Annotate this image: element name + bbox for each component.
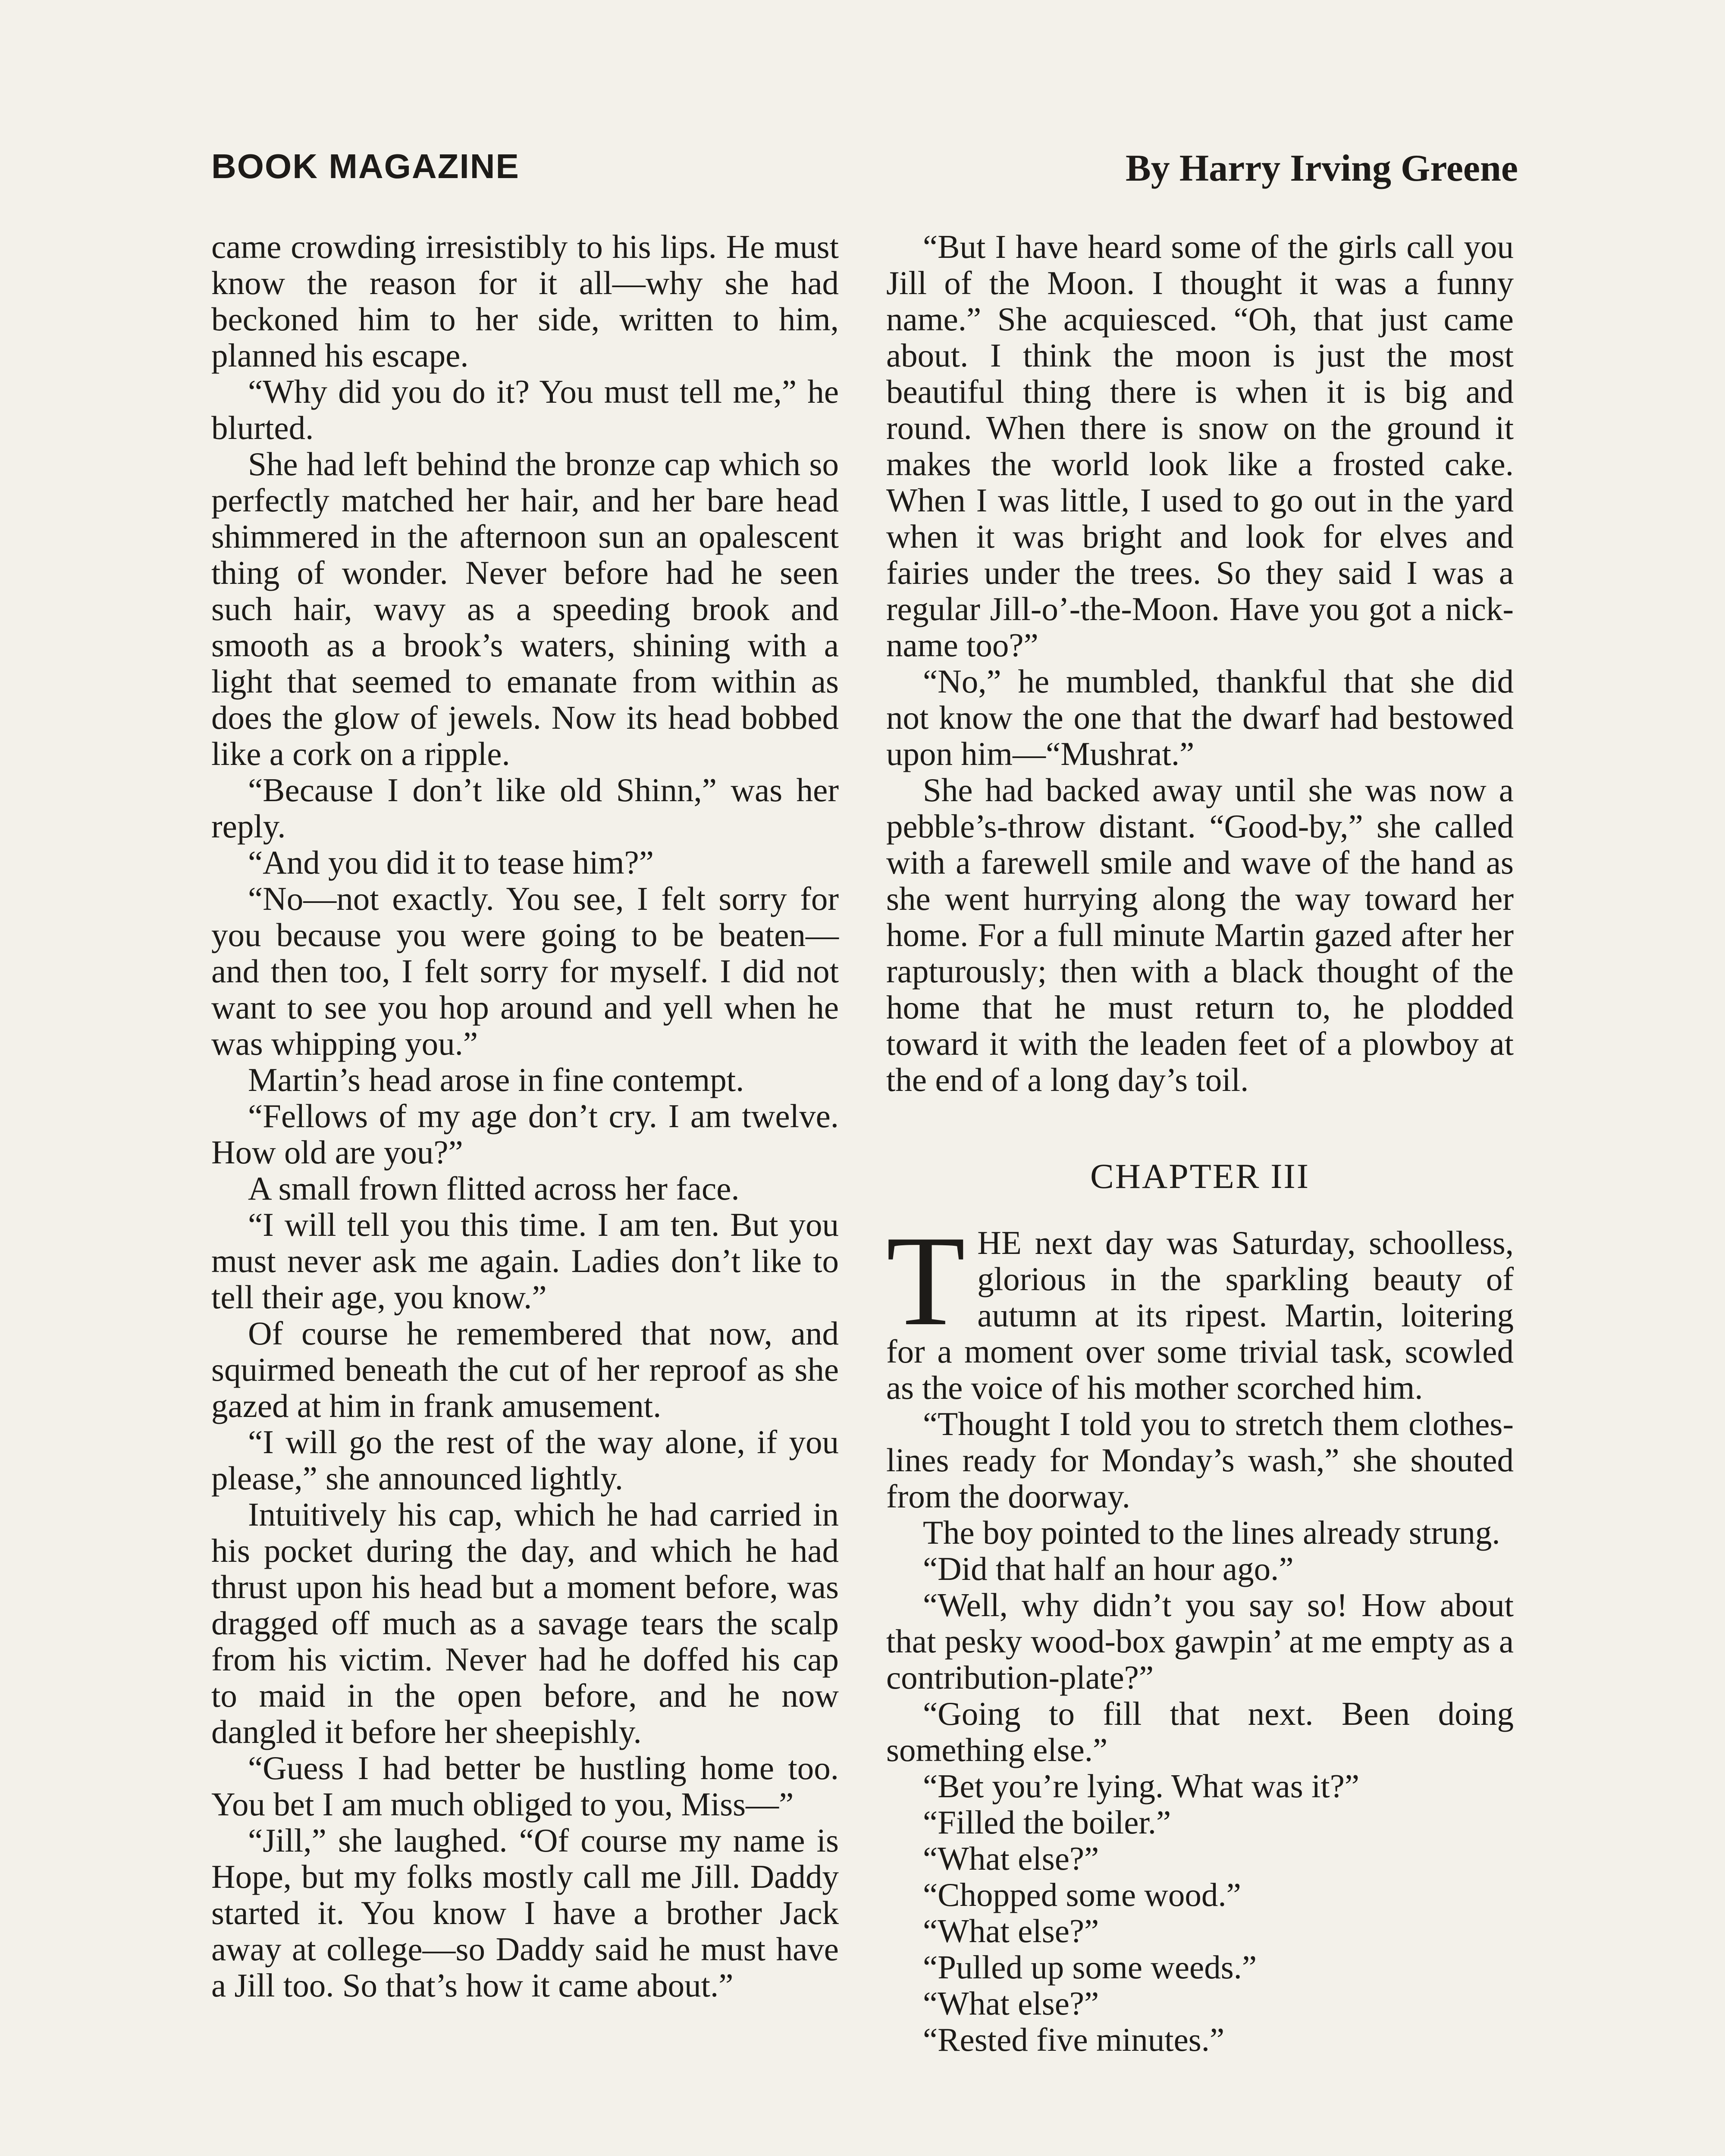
chapter-opening-text: HE next day was Saturday, schoolless, glorious in the sparkling beauty of autumn at its ripest. Martin, loitering for a moment over some trivial task, scowled as the voice of his mother scorched him. [886, 1224, 1514, 1406]
paragraph: “Jill,” she laughed. “Of course my name is Hope, but my folks mostly call me Jill. Daddy started it. You know I have a brother Jack away at college—so Daddy said he must have a Jill too. So that’s how it came about.” [211, 1822, 839, 2004]
paragraph: “Guess I had better be hustling home too. You bet I am much obliged to you, Miss—” [211, 1749, 839, 1823]
paragraph: “Rested five minutes.” [923, 2021, 1225, 2058]
paragraph: She had left behind the bronze cap which so perfectly matched her hair, and her bare head shimmered in the afternoon sun an opalescent thing of wonder. Never before had he seen such hair, wavy as a speeding brook and smooth as a brook’s waters, shining with a light that seemed to emanate from within as does the glow of jewels. Now its head bobbed like a cork on a ripple. [211, 445, 839, 772]
paragraph: “What else?” [923, 1985, 1099, 2022]
paragraph: “I will tell you this time. I am ten. But you must never ask me again. Ladies don’t like to tell their age, you know.” [211, 1206, 839, 1316]
left-column [211, 229, 839, 2003]
magazine-page [211, 142, 1518, 2156]
right-column [886, 229, 1514, 2058]
drop-cap: T [886, 1209, 966, 1352]
author-byline: By Harry Irving Greene [1126, 147, 1518, 189]
paragraph: “Filled the boiler.” [923, 1804, 1171, 1841]
paragraph: “No,” he mumbled, thankful that she did not know the one that the dwarf had bestowed upon him—“Mushrat.” [886, 663, 1514, 772]
paragraph: Martin’s head arose in fine contempt. [248, 1061, 744, 1098]
paragraph: “And you did it to tease him?” [248, 844, 654, 881]
paragraph: “Well, why didn’t you say so! How about that pesky wood-box gawpin’ at me empty as a contribution-plate?” [886, 1586, 1514, 1696]
paragraph: Of course he remembered that now, and squirmed beneath the cut of her reproof as she gazed at him in frank amusement. [211, 1315, 839, 1424]
magazine-title: BOOK MAGAZINE [211, 147, 520, 185]
chapter-heading: CHAPTER III [1090, 1156, 1310, 1196]
paragraph: “Going to fill that next. Been doing something else.” [886, 1695, 1514, 1768]
paragraph: “Fellows of my age don’t cry. I am twelve. How old are you?” [211, 1097, 839, 1171]
paragraph: “Pulled up some weeds.” [923, 1949, 1257, 1986]
paragraph: “Because I don’t like old Shinn,” was her reply. [211, 771, 839, 845]
paragraph: “No—not exactly. You see, I felt sorry for you because you were going to be beaten—and then too, I felt sorry for myself. I did not want to see you hop around and yell when he was whipping you.” [211, 880, 839, 1062]
chapter-opening-paragraph [886, 1209, 1514, 1406]
paragraph: The boy pointed to the lines already strung. [923, 1514, 1500, 1551]
paragraph: Intuitively his cap, which he had carried in his pocket during the day, and which he had thrust upon his head but a moment before, was dragged off much as a savage tears the scalp from his victim. Never had he doffed his cap to maid in the open before, and he now dangled it before her sheepishly. [211, 1496, 839, 1750]
paragraph: “Thought I told you to stretch them clothes-lines ready for Monday’s wash,” she shouted from the doorway. [886, 1405, 1514, 1515]
paragraph: “I will go the rest of the way alone, if you please,” she announced lightly. [211, 1423, 839, 1497]
paragraph: “What else?” [923, 1912, 1099, 1949]
running-head [211, 142, 1518, 207]
paragraph: A small frown flitted across her face. [248, 1170, 740, 1207]
paragraph: “But I have heard some of the girls call you Jill of the Moon. I thought it was a funny name.” She acquiesced. “Oh, that just came about. I think the moon is just the most beautiful thing there is when it is big and round. When there is snow on the ground it makes the world look like a frosted cake. When I was little, I used to go out in the yard when it was bright and look for elves and fairies under the trees. So they said I was a regular Jill-o’-the-Moon. Have you got a nick-name too?” [886, 228, 1514, 664]
paragraph: “Chopped some wood.” [923, 1876, 1241, 1913]
paragraph: came crowding irresistibly to his lips. He must know the reason for it all—why she had beckoned him to her side, written to him, planned his escape. [211, 228, 839, 374]
paragraph: “Did that half an hour ago.” [923, 1550, 1294, 1587]
paragraph: “Bet you’re lying. What was it?” [923, 1767, 1360, 1805]
paragraph: “What else?” [923, 1840, 1099, 1877]
paragraph: She had backed away until she was now a pebble’s-throw distant. “Good-by,” she called with a farewell smile and wave of the hand as she went hurrying along the way toward her home. For a full minute Martin gazed after her rapturously; then with a black thought of the home that he must return to, he plodded toward it with the leaden feet of a plowboy at the end of a long day’s toil. [886, 771, 1514, 1098]
paragraph: “Why did you do it? You must tell me,” he blurted. [211, 373, 839, 446]
